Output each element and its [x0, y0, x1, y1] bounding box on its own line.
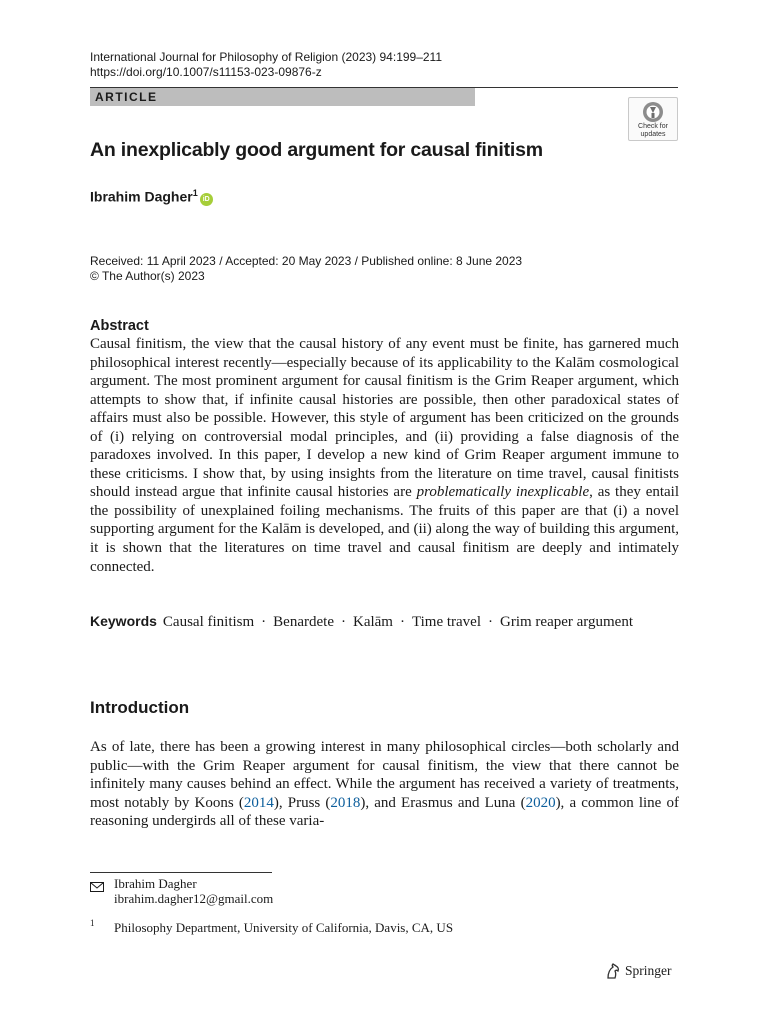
citation-link-koons[interactable]: 2014 — [243, 794, 274, 811]
copyright-line: © The Author(s) 2023 — [90, 269, 205, 283]
abstract-text-emphasis: problematically inexplicable — [416, 484, 590, 501]
affiliation-text: Philosophy Department, University of California, Davis, CA, US — [114, 920, 454, 935]
citation-link-erasmus-luna[interactable]: 2020 — [525, 794, 556, 811]
author-line — [90, 184, 213, 206]
publication-dates: Received: 11 April 2023 / Accepted: 20 May 2023 / Published online: 8 June 2023 — [90, 254, 523, 268]
corresponding-author-email[interactable]: ibrahim.dagher12@gmail.com — [114, 891, 274, 906]
intro-text-part2: ), Pruss ( — [273, 794, 331, 811]
keyword-item: Benardete — [273, 614, 334, 630]
keyword-separator: · — [340, 614, 346, 630]
keyword-item: Grim reaper argument — [500, 614, 634, 630]
introduction-heading: Introduction — [90, 698, 190, 717]
corresponding-author-name: Ibrahim Dagher — [114, 876, 197, 891]
intro-text-part1: As of late, there has been a growing interest in many philosophical circles—both scholarly and public—with the Grim Reaper argument for causal finitism, the view that there cannot be infinitely many causes behind an effect. While the argument has received a variety of treatments, most notably by Koons ( — [90, 739, 679, 811]
keyword-item: Kalām — [352, 614, 393, 630]
keyword-separator: · — [488, 614, 493, 630]
envelope-icon — [90, 879, 104, 897]
keywords-section — [90, 612, 679, 632]
author-name: Ibrahim Dagher — [90, 188, 193, 205]
check-updates-label: Check for updates — [638, 123, 668, 138]
abstract-text-part2: , as they entail the possibility of unexplained foiling mechanisms. The fruits of this paper are that (i) a novel supporting argument for the Kalām is developed, and (ii) along the way of building this argument, it is shown that the literatures on time travel and causal finitism are deeply and intimately connected. — [90, 484, 680, 575]
paper-title: An inexplicably good argument for causal finitism — [90, 139, 543, 161]
author-affiliation-marker: 1 — [192, 188, 198, 198]
keyword-separator: · — [261, 614, 267, 630]
abstract-heading: Abstract — [90, 318, 149, 334]
keyword-item: Causal finitism — [162, 614, 255, 630]
citation-link-pruss[interactable]: 2018 — [330, 794, 361, 811]
introduction-text — [90, 738, 679, 831]
springer-horse-icon — [604, 962, 622, 980]
journal-citation-line: International Journal for Philosophy of Religion (2023) 94:199–211 — [90, 50, 443, 64]
abstract-text-part1: Causal finitism, the view that the causal history of any event must be finite, has garnered much philosophical interest recently—especially because of its applicability to the Kalām cosmological argument. The most prominent argument for causal finitism is the Grim Reaper argument, which attempts to show that, if infinite causal histories are possible, then other paradoxical states of affairs must also be possible. However, this style of argument has been criticized on the grounds of (i) relying on controversial modal principles, and (ii) providing a false diagnosis of the paradoxes involved. In this paper, I develop a new kind of Grim Reaper argument immune to these criticisms. I show that, by using insights from the literature on time travel, causal finitists should instead argue that infinite causal histories are — [90, 336, 679, 501]
check-updates-icon — [642, 101, 664, 123]
keywords-label: Keywords — [90, 613, 157, 629]
abstract-text — [90, 335, 679, 576]
article-type-label: ARTICLE — [95, 90, 158, 104]
intro-text-part3: ), and Erasmus and Luna ( — [360, 794, 526, 811]
keyword-item: Time travel — [411, 614, 481, 630]
check-for-updates-badge[interactable] — [628, 97, 678, 141]
doi-link[interactable]: https://doi.org/10.1007/s11153-023-09876-z — [90, 65, 322, 79]
publisher-name: Springer — [625, 963, 672, 978]
affiliation-number: 1 — [90, 918, 95, 928]
intro-text-part4: ), a common line of reasoning undergirds all of these varia- — [90, 794, 679, 830]
orcid-icon[interactable]: iD — [200, 193, 213, 206]
footnote-rule — [90, 872, 272, 873]
keyword-separator: · — [399, 614, 405, 630]
